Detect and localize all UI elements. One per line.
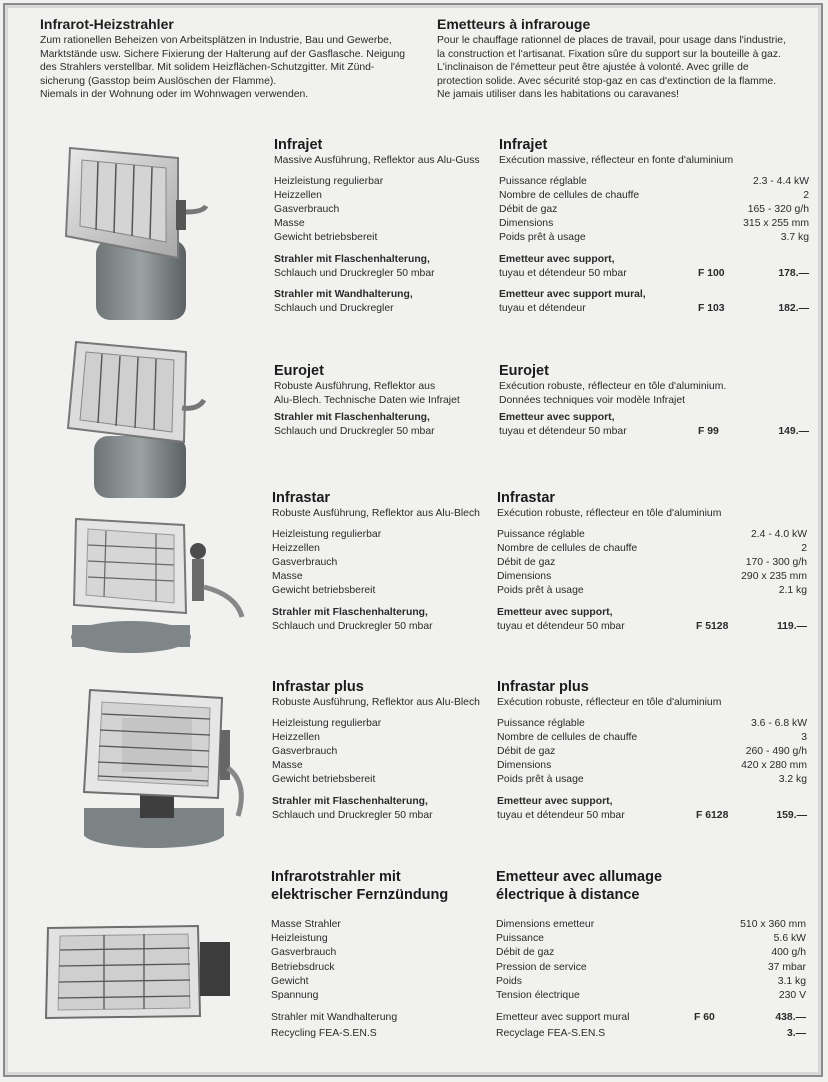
order-label-fr: Emetteur avec support mural	[496, 1012, 630, 1024]
spec-list-de	[271, 918, 481, 1003]
spec-label: Débit de gaz	[496, 947, 555, 959]
option-heading-fr: Emetteur avec support,	[497, 606, 613, 618]
spec-row	[497, 542, 807, 556]
infrastar-plus-heater-image	[62, 688, 252, 848]
spec-row	[497, 745, 807, 759]
intro-german	[40, 16, 420, 102]
option-line-de: Schlauch und Druckregler 50 mbar	[272, 809, 433, 821]
option-heading-fr: Emetteur avec support,	[499, 412, 615, 424]
spec-label: Débit de gaz	[497, 556, 556, 568]
spec-row	[499, 175, 809, 189]
product-subtitle-fr: Données techniques voir modèle Infrajet	[499, 394, 685, 406]
product-title-fr: Infrastar	[497, 490, 556, 506]
spec-value: 3.1 kg	[777, 975, 806, 987]
intro-line: la construction et l'artisanat. Fixation sûre du support sur la bouteille à gaz.	[437, 48, 781, 60]
option-line-fr: tuyau et détendeur 50 mbar	[497, 809, 625, 821]
option-heading-de: Strahler mit Flaschenhalterung,	[274, 253, 430, 265]
spec-value: 3.6 - 6.8 kW	[750, 717, 807, 729]
spec-list-fr	[497, 528, 807, 599]
spec-value: 290 x 235 mm	[741, 571, 807, 583]
spec-list-fr	[497, 717, 807, 788]
intro-line: Ne jamais utiliser dans les habitations ou caravanes!	[437, 89, 679, 101]
electric-heater-image	[44, 924, 234, 1024]
spec-label: Gasverbrauch	[274, 203, 340, 215]
spec-label: Débit de gaz	[497, 745, 556, 757]
spec-value: 315 x 255 mm	[743, 218, 809, 230]
product-title-fr: Infrastar plus	[497, 679, 589, 695]
spec-label: Heizleistung	[271, 933, 328, 945]
order-row	[496, 1011, 806, 1025]
article-code: F 6128	[696, 809, 729, 821]
option-line-de: Schlauch und Druckregler	[274, 303, 394, 315]
spec-row	[499, 189, 809, 203]
eurojet-heater-image	[58, 338, 208, 498]
option-line-de: Schlauch und Druckregler 50 mbar	[274, 267, 435, 279]
product-title-de: Infrajet	[274, 137, 323, 153]
spec-row	[496, 918, 806, 932]
spec-value: 510 x 360 mm	[740, 919, 806, 930]
intro-line: Pour le chauffage rationnel de places de travail, pour usage dans l'industrie,	[437, 35, 786, 46]
spec-value: 2	[803, 189, 809, 201]
spec-label: Masse	[274, 218, 305, 230]
price: 119.—	[776, 620, 807, 632]
spec-label: Gewicht betriebsbereit	[272, 774, 376, 786]
article-code: F 99	[698, 426, 719, 438]
spec-row	[497, 773, 807, 787]
product-subtitle-de: Alu-Blech. Technische Daten wie Infrajet	[274, 394, 460, 406]
infrastar-plus-fr-column	[497, 678, 807, 823]
spec-value: 2.4 - 4.0 kW	[750, 528, 807, 540]
spec-label: Heizzellen	[272, 731, 320, 743]
infrastar-plus-de-column	[272, 678, 482, 823]
spec-value: 230 V	[778, 989, 806, 1001]
spec-row	[497, 570, 807, 584]
intro-title-fr: Emetteurs à infrarouge	[437, 16, 591, 32]
spec-row	[499, 217, 809, 231]
price: 178.—	[778, 267, 809, 279]
infrajet-heater-image	[58, 140, 208, 320]
intro-line: protection solide. Avec sécurité stop-gaz en cas d'extinction de la flamme.	[437, 75, 777, 87]
product-subtitle-fr: Exécution robuste, réflecteur en tôle d'aluminium.	[499, 381, 727, 392]
spec-label: Puissance réglable	[499, 175, 587, 187]
spec-label: Dimensions	[499, 218, 554, 230]
infrastar-fr-column	[497, 489, 807, 634]
order-row	[496, 1027, 806, 1041]
spec-value: 170 - 300 g/h	[745, 556, 807, 568]
option-line-fr: tuyau et détendeur 50 mbar	[499, 267, 627, 279]
spec-row	[497, 584, 807, 598]
spec-label: Gasverbrauch	[271, 947, 337, 959]
option-heading-de: Strahler mit Wandhalterung,	[274, 288, 413, 300]
spec-label: Heizleistung regulierbar	[274, 175, 384, 187]
option-row	[497, 809, 807, 823]
spec-value: 400 g/h	[771, 947, 806, 959]
spec-label: Poids prêt à usage	[497, 585, 584, 597]
intro-text-de	[40, 34, 420, 102]
spec-value: 260 - 490 g/h	[745, 745, 807, 757]
option-line-fr: tuyau et détendeur 50 mbar	[499, 426, 627, 438]
spec-label: Betriebsdruck	[271, 961, 335, 973]
intro-line: Marktstände usw. Sichere Fixierung der Halterung auf der Gasflasche. Neigung	[40, 48, 406, 60]
option-heading-de: Strahler mit Flaschenhalterung,	[272, 795, 428, 807]
spec-list-fr	[499, 175, 809, 246]
option-heading-de: Strahler mit Flaschenhalterung,	[272, 606, 428, 618]
price: 182.—	[778, 303, 809, 315]
option-heading-fr: Emetteur avec support,	[499, 253, 615, 265]
spec-label: Masse	[272, 760, 303, 772]
order-line-de: Strahler mit Wandhalterung	[271, 1012, 398, 1024]
spec-row	[496, 946, 806, 960]
spec-value: 5.6 kW	[773, 933, 806, 945]
option-row	[499, 302, 809, 316]
spec-row	[496, 961, 806, 975]
order-label-fr: Recyclage FEA-S.EN.S	[496, 1028, 606, 1040]
option-row	[499, 267, 809, 281]
spec-value: 165 - 320 g/h	[747, 203, 809, 215]
article-code: F 60	[694, 1012, 715, 1024]
spec-label: Poids	[496, 975, 522, 987]
spec-label: Poids prêt à usage	[497, 774, 584, 786]
article-code: F 103	[698, 303, 725, 315]
spec-label: Débit de gaz	[499, 203, 558, 215]
product-subtitle-de: Massive Ausführung, Reflektor aus Alu-Guss	[274, 155, 480, 166]
spec-value: 3	[801, 731, 807, 743]
spec-label: Pression de service	[496, 961, 587, 973]
product-title-de: Infrarotstrahler mit	[271, 869, 401, 885]
spec-row	[497, 717, 807, 731]
spec-label: Heizleistung regulierbar	[272, 528, 382, 540]
infrajet-de-column	[274, 136, 484, 316]
intro-line: Zum rationellen Beheizen von Arbeitsplätzen in Industrie, Bau und Gewerbe,	[40, 35, 392, 46]
article-code: F 100	[698, 267, 725, 279]
spec-label: Gasverbrauch	[272, 745, 338, 757]
infrajet-fr-column	[499, 136, 809, 316]
spec-label: Gewicht	[271, 975, 309, 987]
spec-list-de	[272, 528, 482, 599]
intro-line: sicherung (Gasstop beim Auslöschen der Flamme).	[40, 75, 277, 87]
option-heading-de: Strahler mit Flaschenhalterung,	[274, 412, 430, 424]
spec-row	[499, 203, 809, 217]
intro-line: des Strahlers verstellbar. Mit solidem Heizflächen-Schutzgitter. Mit Zünd-	[40, 62, 375, 74]
price: 159.—	[776, 809, 807, 821]
product-subtitle-fr: Exécution massive, réflecteur en fonte d'aluminium	[499, 155, 734, 166]
spec-value: 2.1 kg	[778, 585, 807, 597]
spec-value: 3.7 kg	[780, 232, 809, 244]
spec-row	[496, 989, 806, 1003]
spec-value: 2.3 - 4.4 kW	[752, 175, 809, 187]
intro-text-fr	[437, 34, 809, 102]
product-title-de: Infrastar	[272, 490, 331, 506]
spec-value: 37 mbar	[767, 961, 806, 973]
option-row	[497, 620, 807, 634]
price: 438.—	[775, 1012, 806, 1024]
spec-label: Heizzellen	[272, 542, 320, 554]
spec-label: Nombre de cellules de chauffe	[497, 542, 638, 554]
option-line-fr: tuyau et détendeur	[499, 303, 586, 315]
spec-row	[499, 231, 809, 245]
product-title-fr-line2: électrique à distance	[496, 887, 640, 903]
spec-label: Gewicht betriebsbereit	[274, 232, 378, 244]
product-title-fr: Infrajet	[499, 137, 548, 153]
intro-line: L'inclinaison de l'émetteur peut être ajustée à volonté. Avec grille de	[437, 62, 749, 74]
spec-label: Gasverbrauch	[272, 556, 338, 568]
electric-fr-column	[496, 868, 806, 1042]
intro-line: Niemals in der Wohnung oder im Wohnwagen verwenden.	[40, 89, 309, 101]
spec-value: 3.2 kg	[778, 774, 807, 786]
option-line-de: Schlauch und Druckregler 50 mbar	[274, 426, 435, 438]
price: 149.—	[778, 426, 809, 438]
intro-french	[437, 16, 809, 102]
spec-row	[497, 759, 807, 773]
product-subtitle-de: Robuste Ausführung, Reflektor aus Alu-Blech	[272, 697, 480, 708]
spec-label: Gewicht betriebsbereit	[272, 585, 376, 597]
intro-title-de: Infrarot-Heizstrahler	[40, 16, 174, 32]
spec-label: Dimensions emetteur	[496, 919, 595, 930]
spec-list-de	[274, 175, 484, 246]
spec-value: 2	[801, 542, 807, 554]
product-subtitle-fr: Exécution robuste, réflecteur en tôle d'aluminium	[497, 697, 722, 708]
product-title-de-line2: elektrischer Fernzündung	[271, 887, 449, 903]
product-subtitle-de: Robuste Ausführung, Reflektor aus	[274, 381, 436, 392]
option-line-de: Schlauch und Druckregler 50 mbar	[272, 620, 433, 632]
spec-label: Puissance réglable	[497, 717, 585, 729]
spec-label: Spannung	[271, 989, 319, 1001]
product-title-de: Eurojet	[274, 363, 324, 379]
option-heading-fr: Emetteur avec support,	[497, 795, 613, 807]
spec-row	[497, 528, 807, 542]
spec-label: Dimensions	[497, 571, 552, 583]
spec-row	[497, 556, 807, 570]
spec-label: Masse Strahler	[271, 919, 341, 930]
eurojet-fr-column	[499, 362, 809, 440]
product-title-fr: Eurojet	[499, 363, 549, 379]
infrastar-heater-image	[66, 517, 246, 657]
spec-label: Dimensions	[497, 760, 552, 772]
spec-label: Heizleistung regulierbar	[272, 717, 382, 729]
product-subtitle-de: Robuste Ausführung, Reflektor aus Alu-Blech	[272, 508, 480, 519]
spec-list-fr	[496, 918, 806, 1003]
spec-value: 420 x 280 mm	[741, 760, 807, 772]
product-title-fr: Emetteur avec allumage	[496, 869, 663, 885]
option-row	[499, 425, 809, 439]
spec-label: Nombre de cellules de chauffe	[499, 189, 640, 201]
eurojet-de-column	[274, 362, 484, 440]
spec-row	[496, 932, 806, 946]
option-heading-fr: Emetteur avec support mural,	[499, 288, 646, 300]
spec-label: Puissance	[496, 933, 544, 945]
spec-label: Masse	[272, 571, 303, 583]
electric-de-column	[271, 868, 481, 1042]
spec-list-de	[272, 717, 482, 788]
product-subtitle-fr: Exécution robuste, réflecteur en tôle d'aluminium	[497, 508, 722, 519]
spec-row	[497, 731, 807, 745]
price: 3.—	[786, 1028, 806, 1040]
spec-row	[496, 975, 806, 989]
spec-label: Heizzellen	[274, 189, 322, 201]
article-code: F 5128	[696, 620, 729, 632]
spec-label: Poids prêt à usage	[499, 232, 586, 244]
spec-label: Tension électrique	[496, 989, 580, 1001]
order-line-de: Recycling FEA-S.EN.S	[271, 1028, 377, 1040]
product-title-de: Infrastar plus	[272, 679, 364, 695]
infrastar-de-column	[272, 489, 482, 634]
spec-label: Nombre de cellules de chauffe	[497, 731, 638, 743]
option-line-fr: tuyau et détendeur 50 mbar	[497, 620, 625, 632]
spec-label: Puissance réglable	[497, 528, 585, 540]
